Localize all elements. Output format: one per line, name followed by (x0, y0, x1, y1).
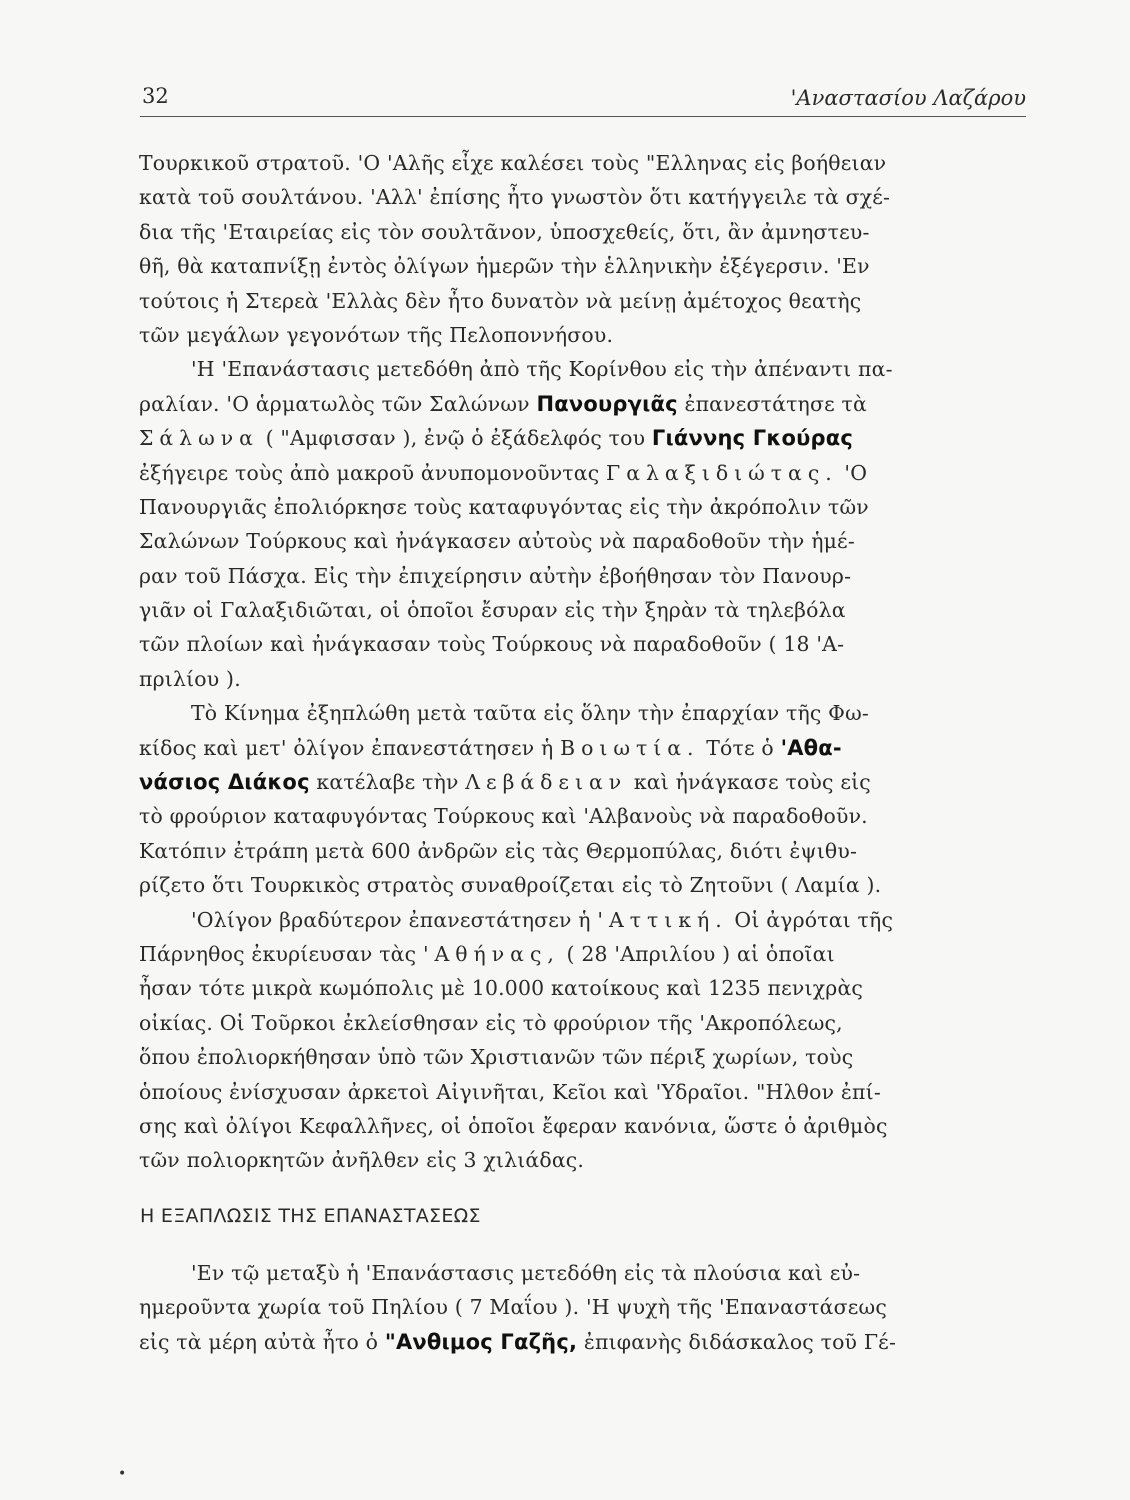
text-line: νάσιος Διάκος κατέλαβε τὴν Λεβάδειαν καὶ ἠνάγκασε τοὺς εἰς (139, 770, 871, 795)
text-line: τῶν πλοίων καὶ ἠνάγκασαν τοὺς Τούρκους νὰ παραδοθοῦν ( 18 'Α- (139, 632, 845, 657)
text-line: δια τῆς 'Εταιρείας εἰς τὸν σουλτᾶνον, ὑποσχεθείς, ὅτι, ἂν ἀμνηστευ- (139, 219, 870, 244)
text-line: Τουρκικοῦ στρατοῦ. 'Ο 'Αλῆς εἶχε καλέσει τοὺς "Ελληνας εἰς βοήθειαν (139, 151, 887, 175)
text-line: τὸ φρούριον καταφυγόντας Τούρκους καὶ 'Αλβανοὺς νὰ παραδοθοῦν. (139, 804, 868, 829)
spaced-athinas: 'Αθήνας, (422, 941, 560, 966)
spaced-attiki: 'Αττική. (597, 907, 728, 932)
text-line: ραν τοῦ Πάσχα. Εἰς τὴν ἐπιχείρησιν αὐτὴν ἐβοήθησαν τὸν Πανουρ- (139, 563, 852, 588)
text-line: κατὰ τοῦ σουλτάνου. 'Αλλ' ἐπίσης ἦτο γνωστὸν ὅτι κατήγγειλε τὰ σχέ- (139, 185, 891, 210)
spaced-galaxidiotas: Γαλαξιδιώτας. (606, 460, 838, 485)
text-line: γιᾶν οἱ Γαλαξιδιῶται, οἱ ὁποῖοι ἔσυραν εἰς τὴν ξηρὰν τὰ τηλεβόλα (139, 598, 846, 623)
text-line: θῆ, θὰ καταπνίξῃ ἐντὸς ὀλίγων ἡμερῶν τὴν ἑλληνικὴν ἐξέγερσιν. 'Εν (139, 254, 870, 279)
body-text (139, 146, 1027, 1178)
header-rule (140, 116, 1026, 117)
text-line: εἰς τὰ μέρη αὐτὰ ἦτο ὁ "Ανθιμος Γαζῆς, ἐπιφανὴς διδάσκαλος τοῦ Γέ- (139, 1329, 897, 1354)
text-line: 'Εν τῷ μεταξὺ ἡ 'Επανάστασις μετεδόθη εἰς τὰ πλούσια καὶ εὐ- (191, 1261, 861, 1285)
page-number: 32 (142, 84, 169, 108)
text-line: Πανουργιᾶς ἐπολιόρκησε τοὺς καταφυγόντας εἰς τὴν ἀκρόπολιν τῶν (139, 494, 869, 519)
text-line: ὁποίους ἐνίσχυσαν ἀρκετοὶ Αἰγινῆται, Κεῖοι καὶ 'Υδραῖοι. "Ηλθον ἐπί- (139, 1079, 881, 1104)
name-panourgias: Πανουργιᾶς (536, 391, 678, 416)
text-line: ἐξήγειρε τοὺς ἀπὸ μακροῦ ἀνυπομονοῦντας Γαλαξιδιώτας. 'Ο (139, 460, 868, 485)
text-line: 'Ολίγον βραδύτερον ἐπανεστάτησεν ἡ 'Αττική. Οἱ ἀγρόται τῆς (191, 907, 894, 932)
page-header (140, 80, 1026, 114)
text-line: Κατόπιν ἐτράπη μετὰ 600 ἀνδρῶν εἰς τὰς Θερμοπύλας, διότι ἐψιθυ- (139, 838, 858, 863)
text-line: τῶν μεγάλων γεγονότων τῆς Πελοποννήσου. (139, 322, 614, 347)
text-line: Σάλωνα ( "Αμφισσαν ), ἐνῷ ὁ ἐξάδελφός του Γιάννης Γκούρας (139, 426, 854, 451)
stray-mark: • (118, 1466, 127, 1482)
text-line: ὅπου ἐπολιορκήθησαν ὑπὸ τῶν Χριστιανῶν τῶν πέριξ χωρίων, τοὺς (139, 1045, 854, 1070)
text-line: πριλίου ). (139, 666, 241, 691)
text-line: 'Η 'Επανάστασις μετεδόθη ἀπὸ τῆς Κορίνθου εἰς τὴν ἀπέναντι πα- (191, 357, 893, 382)
running-head: 'Αναστασίου Λαζάρου (790, 86, 1026, 110)
name-athanasios: 'Αθα- (780, 735, 842, 760)
text-line: κίδος καὶ μετ' ὀλίγον ἐπανεστάτησεν ἡ Βοιωτία. Τότε ὁ 'Αθα- (139, 735, 842, 760)
text-line: ρίζετο ὅτι Τουρκικὸς στρατὸς συναθροίζεται εἰς τὸ Ζητοῦνι ( Λαμία ). (139, 873, 882, 898)
name-gkouras: Γιάννης Γκούρας (651, 426, 854, 451)
text-line: οἰκίας. Οἱ Τοῦρκοι ἐκλείσθησαν εἰς τὸ φρούριον τῆς 'Ακροπόλεως, (139, 1010, 843, 1035)
name-anthimos-gazis: "Ανθιμος Γαζῆς, (384, 1329, 578, 1354)
text-line: ἦσαν τότε μικρὰ κωμόπολις μὲ 10.000 κατοίκους καὶ 1235 πενιχρὰς (139, 976, 864, 1001)
text-line: σης καὶ ὀλίγοι Κεφαλλῆνες, οἱ ὁποῖοι ἔφεραν κανόνια, ὥστε ὁ ἀριθμὸς (139, 1113, 888, 1138)
text-line: ραλίαν. 'Ο ἁρματωλὸς τῶν Σαλώνων Πανουργιᾶς ἐπανεστάτησε τὰ (139, 391, 867, 416)
text-line: Πάρνηθος ἐκυρίευσαν τὰς 'Αθήνας, ( 28 'Απριλίου ) αἱ ὁποῖαι (139, 941, 835, 966)
text-line: Σαλώνων Τούρκους καὶ ἠνάγκασεν αὐτοὺς νὰ παραδοθοῦν τὴν ἡμέ- (139, 529, 855, 554)
text-line: τούτοις ἡ Στερεὰ 'Ελλὰς δὲν ἦτο δυνατὸν νὰ μείνῃ ἀμέτοχος θεατὴς (139, 288, 862, 313)
name-diakos: νάσιος Διάκος (139, 770, 310, 795)
text-line: ημεροῦντα χωρία τοῦ Πηλίου ( 7 Μαΐου ). 'Η ψυχὴ τῆς 'Επαναστάσεως (139, 1295, 887, 1320)
spaced-salona: Σάλωνα (139, 426, 259, 451)
text-line: Τὸ Κίνημα ἐξηπλώθη μετὰ ταῦτα εἰς ὅλην τὴν ἐπαρχίαν τῆς Φω- (191, 701, 870, 726)
spaced-levadeia: Λεβάδειαν (465, 770, 628, 795)
body-text-section (139, 1256, 1027, 1359)
text-line: τῶν πολιορκητῶν ἀνῆλθεν εἰς 3 χιλιάδας. (139, 1148, 585, 1173)
spaced-boiotia: Βοιωτία. (560, 735, 700, 760)
section-heading: Η ΕΞΑΠΛΩΣΙΣ ΤΗΣ ΕΠΑΝΑΣΤΑΣΕΩΣ (140, 1205, 481, 1227)
